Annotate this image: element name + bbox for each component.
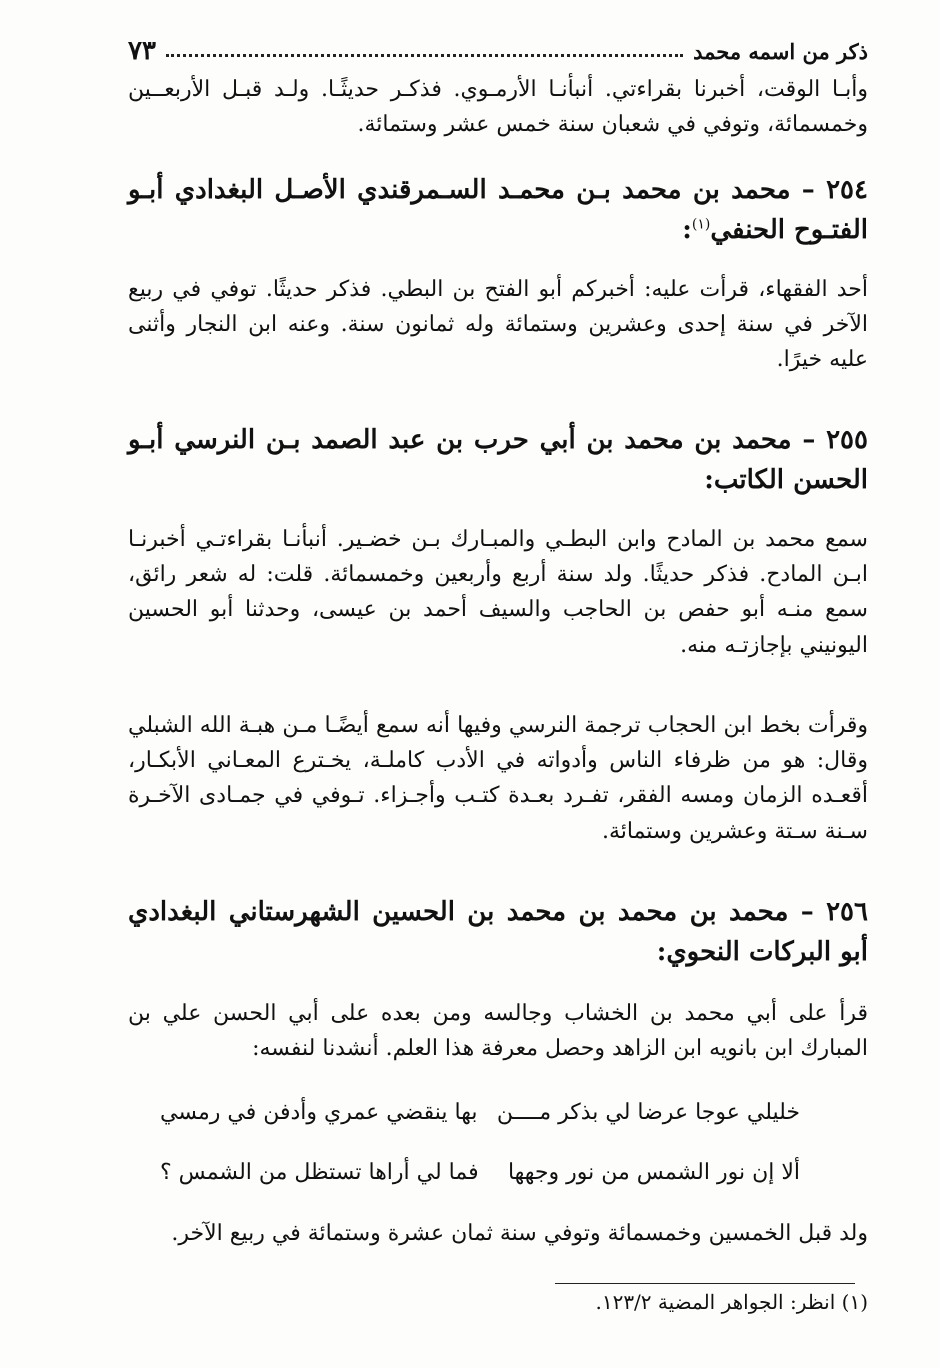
entry-254-colon: : [682, 215, 692, 246]
verse-hemistich-second: بها ينقضي عمري وأدفن في رمسي [160, 1100, 478, 1125]
entry-255-body: سمع محمد بن المادح وابن البطـي والمبـارك بـن خضـير. أنبأنـا بقراءتـي أخبرنـا ابـن المادح. فذكر حديثًا. ولد سنة أربع وأربعين وخمسمائة. قلت: له شعر رائق، سمع منـه أبو حفص بن الحاجب والسيف أحمد بن عيسى، وحدثنا أبو الحسين اليونيني بإجازتـه منه. [128, 527, 868, 658]
verse-hemistich-first: ألا إن نور الشمس من نور وجهها [507, 1160, 800, 1185]
verse-line [160, 1100, 800, 1140]
footnote-separator [555, 1283, 855, 1284]
verse-line [160, 1160, 800, 1200]
header-dotted-leader [166, 54, 683, 57]
entry-254-heading [128, 170, 868, 251]
footnote: (١) انظر: الجواهر المضية ١٢٣/٢. [595, 1290, 868, 1314]
entry-256-heading: ٢٥٦ – محمد بن محمد بن محمد بن الحسين الشهرستاني البغدادي أبو البركات النحوي: [128, 897, 868, 968]
entry-254-title: ٢٥٤ – محمد بن محمد بـن محمـد السـمرقندي الأصـل البغدادي أبـو الفتـوح الحنفي [128, 175, 868, 246]
closing-paragraph: ولد قبل الخمسين وخمسمائة وتوفي سنة ثمان عشرة وستمائة في ربيع الآخر. [171, 1221, 868, 1246]
entry-256-body: قرأ على أبي محمد بن الخشاب وجالسه ومن بعده على أبي الحسن علي بن المبارك ابن بانويه ابن الزاهد وحصل معرفة هذا العلم. أنشدنا لنفسه: [128, 1001, 868, 1062]
intro-paragraph: وأبـا الوقت، أخبرنا بقراءتي. أنبأنـا الأرمـوي. فذكـر حديثًـا. ولـد قبـل الأربعــين وخمسمائة، وتوفي في شعبان سنة خمس عشر وستمائة. [128, 77, 868, 138]
footnote-marker: (١) [691, 216, 711, 233]
entry-254-body: أحد الفقهاء، قرأت عليه: أخبركم أبو الفتح بن البطي. فذكر حديثًا. توفي في ربيع الآخر في سنة إحدى وعشرين وستمائة وله ثمانون سنة. وعنه ابن النجار وأثنى عليه خيرًا. [128, 277, 868, 373]
running-title: ذكر من اسمه محمد [693, 38, 868, 64]
running-header [128, 30, 868, 72]
page-number: ٧٣ [128, 36, 156, 66]
entry-255-note: وقرأت بخط ابن الحجاب ترجمة النرسي وفيها أنه سمع أيضًـا مـن هبـة الله الشبلي وقال: هو من ظرفاء الناس وأدواته في الأدب كاملـة، يخـترع المعـاني الأبكـار، أقعـده الزمان ومسه الفقر، تفـرد بعـدة كتـب وأجـزاء. تـوفي في جمـادى الآخـرة سـنة سـتة وعشرين وستمائة. [128, 713, 868, 844]
verse-hemistich-first: خليلي عوجا عرضا لي بذكر مــــن [496, 1100, 800, 1125]
verse-hemistich-second: فما لي أراها تستظل من الشمس ؟ [160, 1160, 479, 1185]
entry-255-heading: ٢٥٥ – محمد بن محمد بن أبي حرب بن عبد الصمد بـن النرسي أبـو الحسن الكاتب: [128, 425, 868, 496]
